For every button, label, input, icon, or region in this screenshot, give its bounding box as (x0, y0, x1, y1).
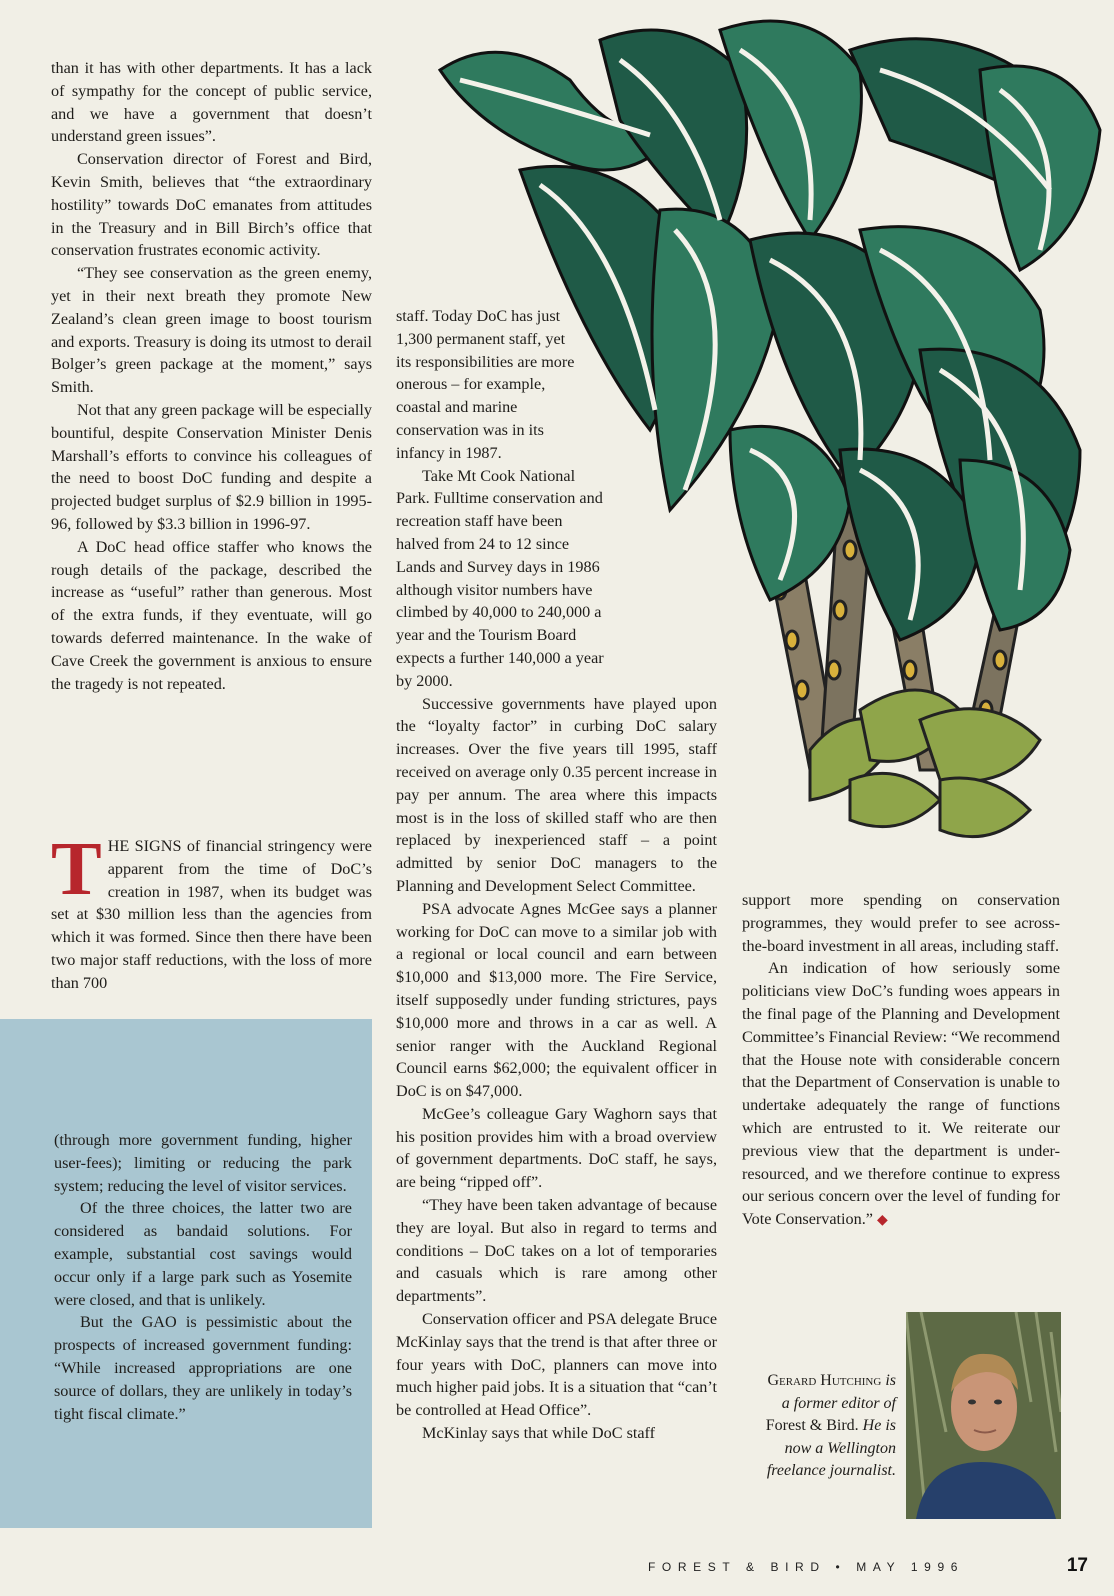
body-paragraph: Not that any green package will be especially bountiful, despite Conservation Minister Denis Marshall’s efforts to convince his colleagues of the need to boost DoC funding and despite a projected budget surplus of $2.9 billion in 1995-96, followed by $3.3 billion in 1996-97. (51, 400, 372, 533)
drop-cap: T (51, 827, 102, 911)
body-paragraph: “They see conservation as the green enemy, yet in their next breath they promote New Zealand’s clean green image to boost tourism and exports. Treasury is doing its utmost to derail Bolger’s green package at the moment,” says Smith. (51, 264, 372, 397)
body-paragraph (742, 957, 1060, 1233)
author-name: Gerard Hutching (767, 1372, 882, 1389)
section-lead-in: HE SIGNS (107, 837, 182, 855)
sidebar-paragraph: But the GAO is pessimistic about the prospects of increased government funding: “While increased appropriations are one source of dollars, they are unlikely in today’s tight fiscal climate.” (54, 1313, 352, 1423)
article-column-1 (51, 57, 372, 695)
body-paragraph: Take Mt Cook National Park. Fulltime conservation and recreation staff have been halved from 24 to 12 since Lands and Survey days in 1986 although visitor numbers have climbed by 40,000 to 240,000 a year and the Tourism Board expects a further 140,000 a year by 2000. (396, 466, 604, 690)
publication-name: Forest & Bird. (765, 1417, 859, 1434)
article-column-3 (742, 889, 1060, 1233)
sidebar-text (54, 1129, 352, 1425)
author-caption (728, 1370, 896, 1483)
sidebar-paragraph: (through more government funding, higher user-fees); limiting or reducing the park system; reducing the level of visitor services. (54, 1131, 352, 1195)
author-photo (906, 1312, 1061, 1519)
body-paragraph: Conservation officer and PSA delegate Bruce McKinlay says that the trend is that after three or four years with DoC, planners can move into much higher paid jobs. It is a situation that “can’t be controlled at Head Office”. (396, 1310, 717, 1420)
body-paragraph: McGee’s colleague Gary Waghorn says that his position provides him with a broad overview of government departments. DoC staff, he says, are being “ripped off”. (396, 1104, 717, 1192)
footer-publication-date: FOREST & BIRD • MAY 1996 (648, 1560, 964, 1574)
body-paragraph: McKinlay says that while DoC staff (422, 1424, 656, 1443)
body-paragraph: PSA advocate Agnes McGee says a planner working for DoC can move to a similar job with a regional or local council and earn between $10,000 and $13,000 more. The Fire Service, itself supposedly under funding strictures, pays $10,000 more and throws in a car as well. A senior ranger with the Auckland Regional Council earns $62,000; the equivalent officer in DoC is on $47,000. (396, 899, 717, 1101)
body-paragraph: Conservation director of Forest and Bird, Kevin Smith, believes that “the extraordinary hostility” towards DoC emanates from attitudes in the Treasury and in Bill Birch’s office that conservation frustrates economic activity. (51, 150, 372, 260)
body-paragraph: A DoC head office staffer who knows the rough details of the package, described the increase as “useful” rather than generous. Most of the extra funds, if they eventuate, will go towards deferred maintenance. In the wake of Cave Creek the government is anxious to ensure the tragedy is not repeated. (51, 537, 372, 693)
caption-text: He is (858, 1417, 896, 1434)
closing-paragraph-text: An indication of how seriously some politicians view DoC’s funding woes appears in the final page of the Planning and Development Committee’s Financial Review: “We recommend that the House note with considerable concern that the Department of Conservation is unable to undertake adequately the range of functions which are entrusted to it. We reiterate our previous view that the department is under-resourced, and we therefore continue to express our serious concern over the level of funding for Vote Conservation.” (742, 959, 1060, 1229)
caption-text: now a Wellington (784, 1439, 896, 1457)
section-opening-text: of financial stringency were apparent from the time of DoC’s creation in 1987, when its budget was set at $30 million less than the agencies from which it was formed. Since then there have been two major staff reductions, with the loss of more than 700 (51, 837, 372, 992)
caption-text: a former editor of (781, 1394, 896, 1412)
section-opening (51, 827, 372, 995)
page-number: 17 (1066, 1555, 1088, 1576)
body-paragraph: than it has with other departments. It has a lack of sympathy for the concept of public service, and we have a government that doesn’t understand green issues”. (51, 59, 372, 146)
article-column-2 (396, 305, 717, 1445)
caption-text: is (881, 1372, 896, 1389)
body-paragraph: staff. Today DoC has just 1,300 permanent staff, yet its responsibilities are more onerous – for example, coastal and marine conservation was in its infancy in 1987. (396, 307, 575, 462)
body-paragraph: “They have been taken advantage of because they are loyal. But also in regard to terms and conditions – DoC takes on a lot of temporaries and casuals which is rare among other departments”. (396, 1196, 717, 1306)
end-of-article-diamond-icon: ◆ (877, 1213, 888, 1229)
caption-text: freelance journalist. (766, 1462, 896, 1479)
page-footer (648, 1555, 1088, 1578)
sidebar-paragraph: Of the three choices, the latter two are considered as bandaid solutions. For example, substantial cost savings would occur only if a large park such as Yosemite were closed, and that is unlikely. (54, 1199, 352, 1309)
body-paragraph: Successive governments have played upon the “loyalty factor” in curbing DoC salary increases. Over the five years till 1995, staff received on average only 0.35 percent increase in pay per annum. The area where this impacts most is in the loss of skilled staff who are then replaced by inexperienced staff – a point admitted by senior DoC managers to the Planning and Development Select Committee. (396, 694, 717, 895)
body-paragraph: support more spending on conservation programmes, they would prefer to see across-the-board investment in all areas, including staff. (742, 891, 1060, 955)
